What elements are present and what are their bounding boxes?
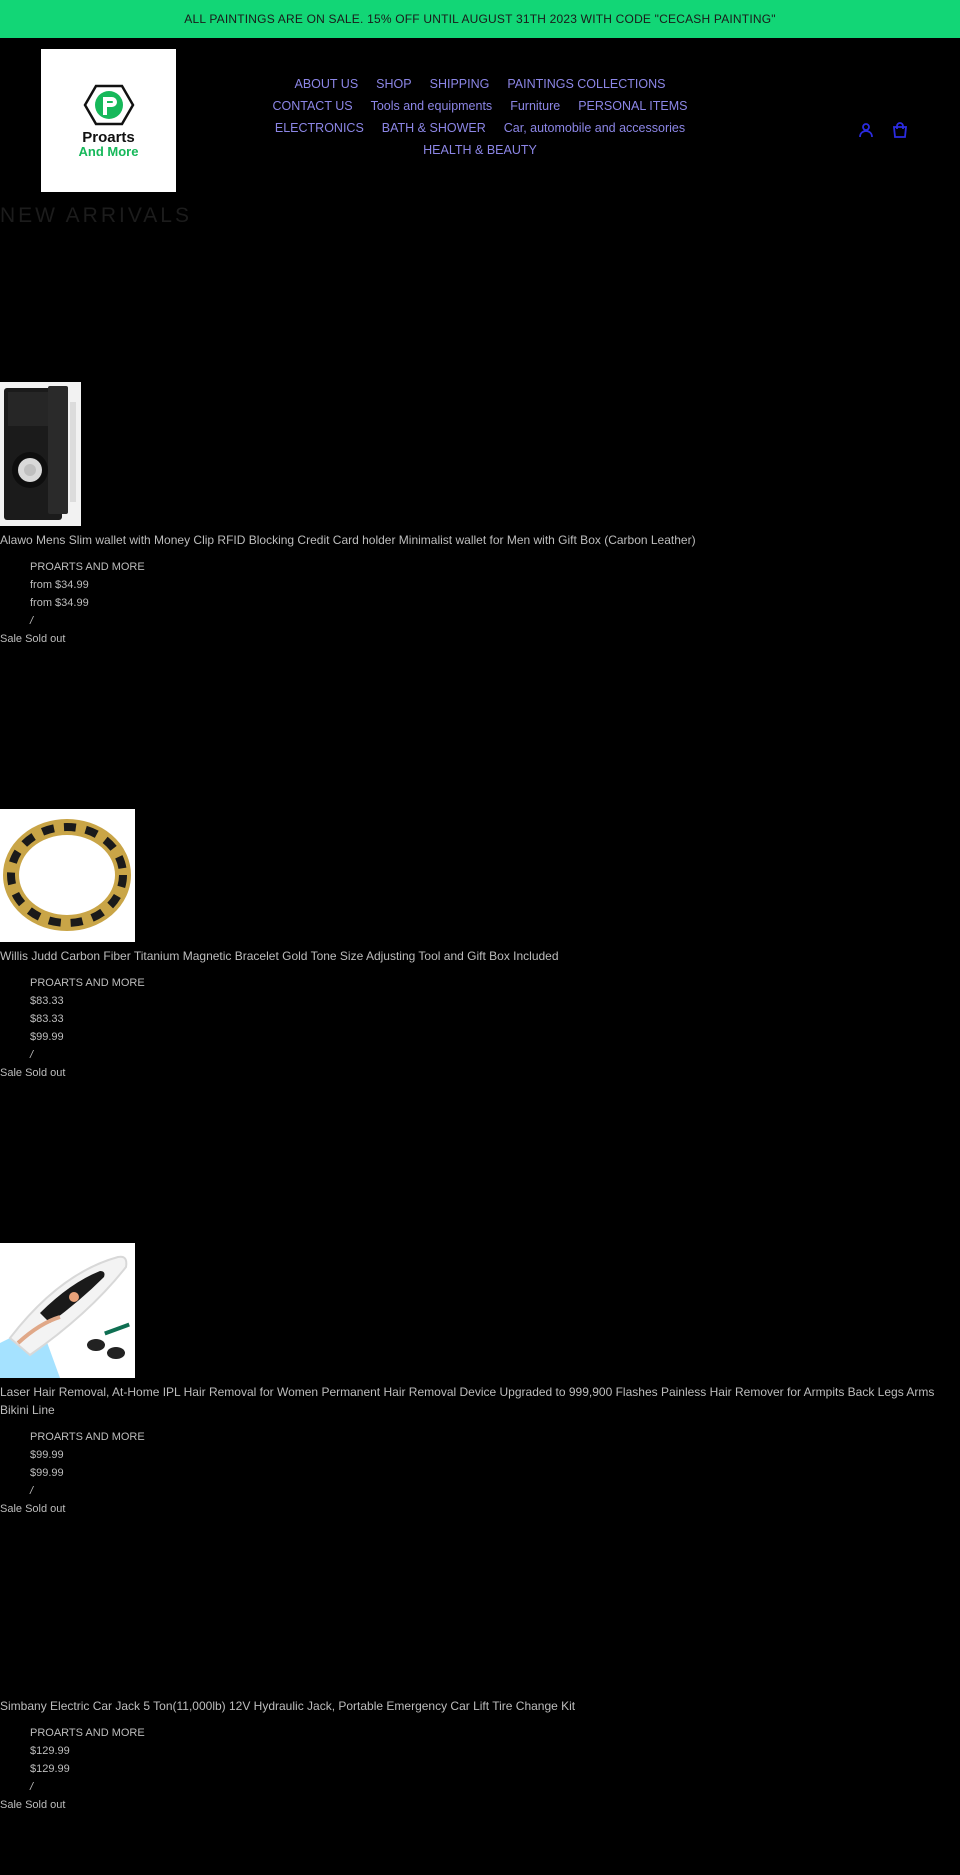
- product-price-regular: from $34.99: [30, 579, 89, 591]
- unit-price-separator: /: [30, 1781, 34, 1793]
- nav-personal-items[interactable]: PERSONAL ITEMS: [578, 99, 688, 113]
- nav-bath-and-shower[interactable]: BATH & SHOWER: [381, 121, 486, 135]
- nav-health-and-beauty[interactable]: HEALTH & BEAUTY: [423, 143, 537, 157]
- unit-price-separator: /: [30, 1485, 34, 1497]
- nav-electronics[interactable]: ELECTRONICS: [274, 121, 364, 135]
- main-navigation: [260, 76, 700, 158]
- product-badges: Sale Sold out: [0, 1799, 66, 1811]
- product-title[interactable]: Alawo Mens Slim wallet with Money Clip RFID Blocking Credit Card holder Minimalist wallet for Men with Gift Box (Carbon Leather): [0, 533, 696, 547]
- product-title[interactable]: Laser Hair Removal, At-Home IPL Hair Removal for Women Permanent Hair Removal Device Upgraded to 999,900 Flashes Painless Hair Remover for Armpits Back Legs Arms Bikini Line: [0, 1385, 935, 1417]
- store-logo[interactable]: [41, 49, 176, 192]
- product-badges: Sale Sold out: [0, 633, 66, 645]
- announcement-bar: [0, 0, 960, 38]
- product-vendor: PROARTS AND MORE: [30, 1727, 145, 1739]
- product-title[interactable]: Simbany Electric Car Jack 5 Ton(11,000lb) 12V Hydraulic Jack, Portable Emergency Car Lift Tire Change Kit: [0, 1699, 576, 1713]
- product-price-compare: $99.99: [30, 1031, 64, 1043]
- product-card: [0, 947, 960, 1082]
- product-price-sale: from $34.99: [30, 597, 89, 609]
- cart-button[interactable]: [892, 122, 908, 138]
- logo-text-secondary: And More: [78, 144, 139, 159]
- bracelet-image-icon: [0, 809, 135, 942]
- logo-text-primary: Proarts: [82, 129, 135, 146]
- unit-price-separator: /: [30, 1049, 34, 1061]
- ipl-device-image-icon: [0, 1243, 135, 1378]
- nav-paintings-collections[interactable]: PAINTINGS COLLECTIONS: [507, 77, 666, 91]
- logo-mark-icon: [83, 83, 135, 127]
- product-badges: Sale Sold out: [0, 1067, 66, 1079]
- product-card: [0, 1697, 960, 1814]
- nav-car-automobile[interactable]: Car, automobile and accessories: [503, 121, 686, 135]
- product-price-regular: $83.33: [30, 995, 64, 1007]
- product-vendor: PROARTS AND MORE: [30, 1431, 145, 1443]
- unit-price-separator: /: [30, 615, 34, 627]
- section-title: NEW ARRIVALS: [0, 204, 192, 227]
- product-vendor: PROARTS AND MORE: [30, 561, 145, 573]
- header-icons: [858, 122, 908, 138]
- product-vendor: PROARTS AND MORE: [30, 977, 145, 989]
- product-card: [0, 531, 960, 648]
- account-icon: [858, 122, 874, 138]
- product-price-regular: $129.99: [30, 1745, 70, 1757]
- nav-shipping[interactable]: SHIPPING: [429, 77, 490, 91]
- product-badges: Sale Sold out: [0, 1503, 66, 1515]
- nav-about-us[interactable]: ABOUT US: [294, 77, 359, 91]
- product-price-sale: $99.99: [30, 1467, 64, 1479]
- nav-tools-and-equipments[interactable]: Tools and equipments: [370, 99, 493, 113]
- product-card: [0, 1383, 960, 1518]
- announcement-text: ALL PAINTINGS ARE ON SALE. 15% OFF UNTIL AUGUST 31TH 2023 WITH CODE "CECASH PAINTING": [184, 12, 776, 26]
- product-price-sale: $83.33: [30, 1013, 64, 1025]
- product-image-wallet[interactable]: [0, 382, 81, 526]
- product-title[interactable]: Willis Judd Carbon Fiber Titanium Magnetic Bracelet Gold Tone Size Adjusting Tool and Gift Box Included: [0, 949, 559, 963]
- account-button[interactable]: [858, 122, 874, 138]
- product-price-regular: $99.99: [30, 1449, 64, 1461]
- product-image-bracelet[interactable]: [0, 809, 135, 942]
- product-price-sale: $129.99: [30, 1763, 70, 1775]
- nav-contact-us[interactable]: CONTACT US: [272, 99, 353, 113]
- nav-furniture[interactable]: Furniture: [510, 99, 561, 113]
- wallet-image-icon: [0, 382, 81, 526]
- product-image-ipl-device[interactable]: [0, 1243, 135, 1378]
- nav-shop[interactable]: SHOP: [376, 77, 412, 91]
- cart-icon: [892, 122, 908, 138]
